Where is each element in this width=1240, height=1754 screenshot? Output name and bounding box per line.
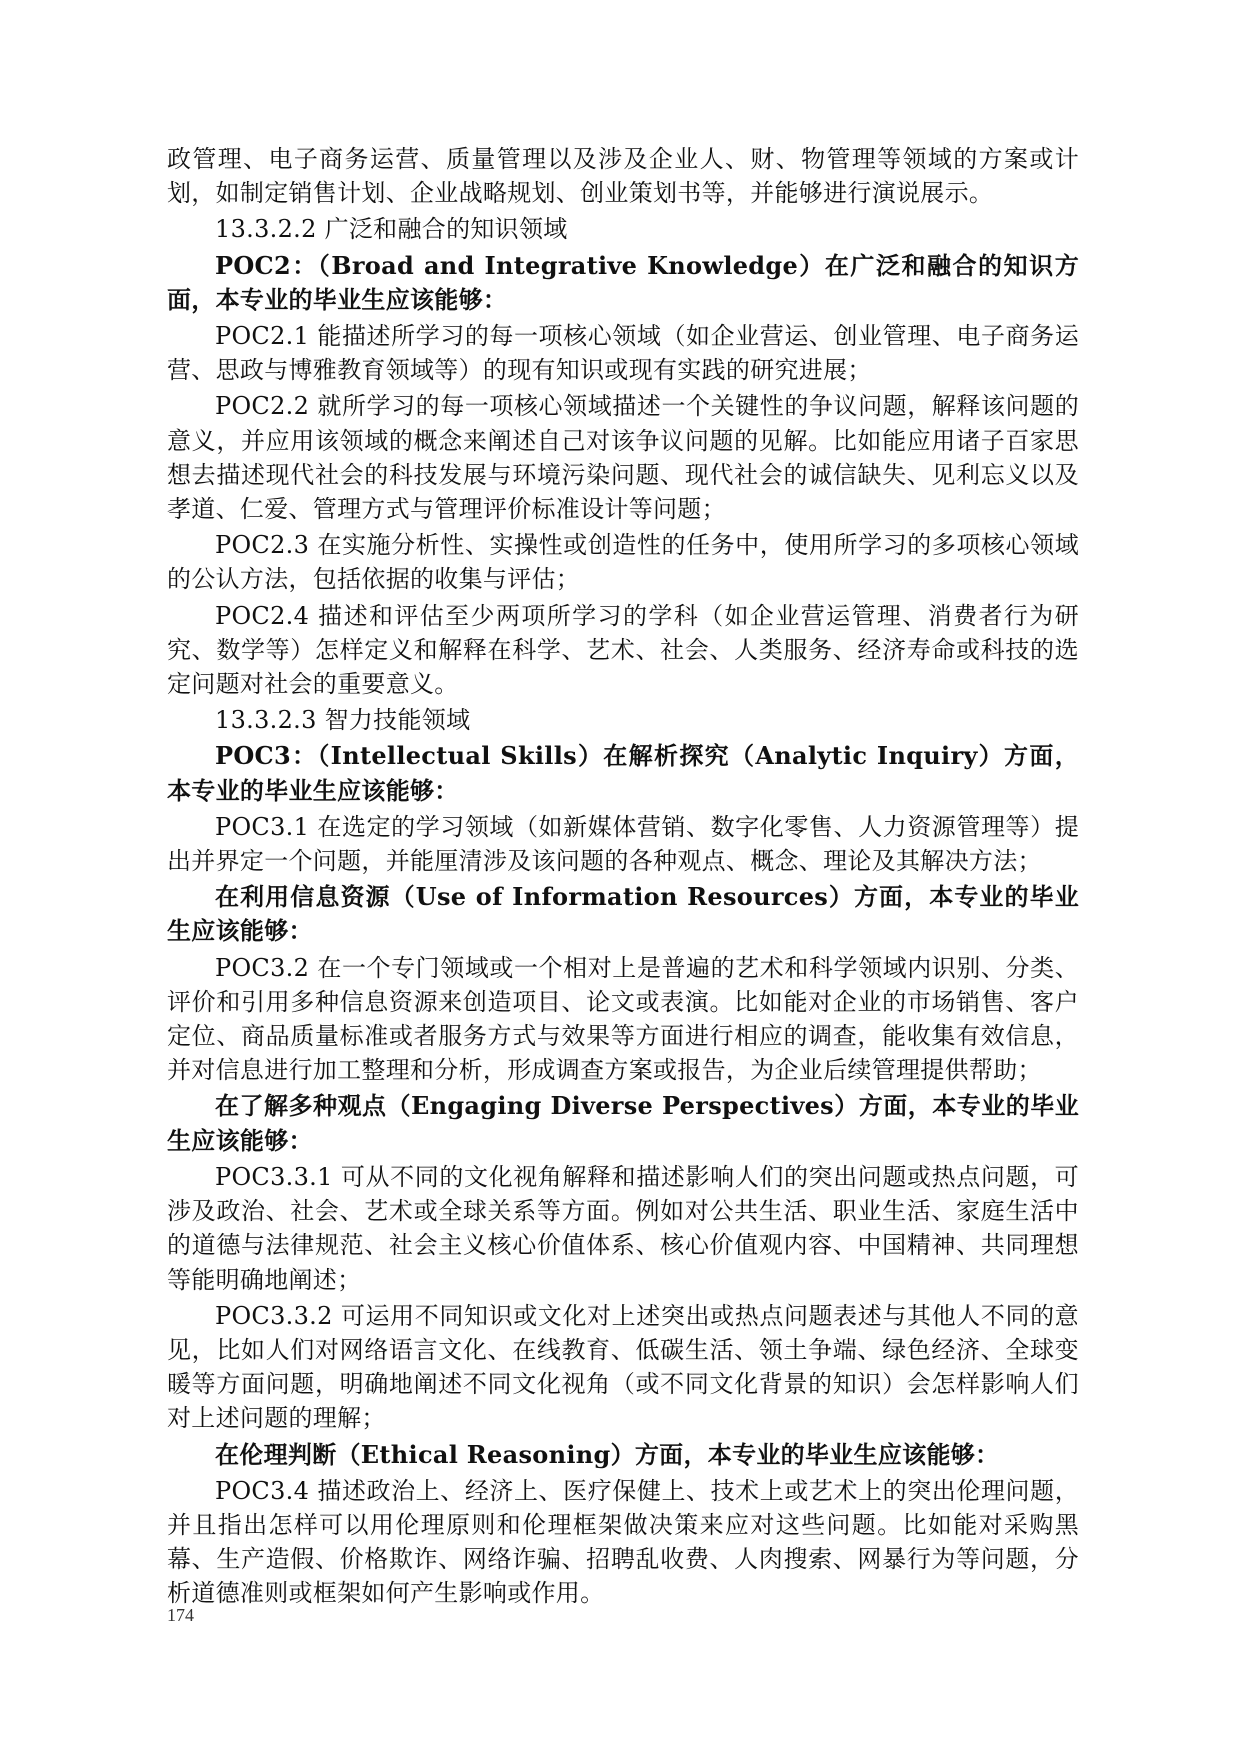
poc2-3: POC2.3 在实施分析性、实操性或创造性的任务中，使用所学习的多项核心领域的公认方法，包括依据的收集与评估； <box>167 531 1079 594</box>
poc2-4: POC2.4 描述和评估至少两项所学习的学科（如企业营运管理、消费者行为研究、数学等）怎样定义和解释在科学、艺术、社会、人类服务、经济寿命或科技的选定问题对社会的重要意义。 <box>167 601 1079 699</box>
poc3-4: POC3.4 描述政治上、经济上、医疗保健上、技术上或艺术上的突出伦理问题，并且指出怎样可以用伦理原则和伦理框架做决策来应对这些问题。比如能对采购黑幕、生产造假、价格欺诈、网络诈骗、招聘乱收费、人肉搜索、网暴行为等问题，分析道德准则或框架如何产生影响或作用。 <box>167 1476 1079 1608</box>
poc3-intro: POC3：（Intellectual Skills）在解析探究（Analytic Inquiry）方面，本专业的毕业生应该能够： <box>167 741 1079 805</box>
information-resources-heading: 在利用信息资源（Use of Information Resources）方面，本专业的毕业生应该能够： <box>167 882 1079 946</box>
poc3-3-1: POC3.3.1 可从不同的文化视角解释和描述影响人们的突出问题或热点问题，可涉及政治、社会、艺术或全球关系等方面。例如对公共生活、职业生活、家庭生活中的道德与法律规范、社会主义核心价值体系、核心价值观内容、中国精神、共同理想等能明确地阐述； <box>167 1162 1079 1294</box>
poc3-1: POC3.1 在选定的学习领域（如新媒体营销、数字化零售、人力资源管理等）提出并界定一个问题，并能厘清涉及该问题的各种观点、概念、理论及其解决方法； <box>167 812 1079 876</box>
poc2-1: POC2.1 能描述所学习的每一项核心领域（如企业营运、创业管理、电子商务运营、思政与博雅教育领域等）的现有知识或现有实践的研究进展； <box>167 322 1079 385</box>
diverse-perspectives-heading: 在了解多种观点（Engaging Diverse Perspectives）方面，本专业的毕业生应该能够： <box>167 1091 1079 1155</box>
document-body <box>167 142 1079 1611</box>
ethical-reasoning-heading: 在伦理判断（Ethical Reasoning）方面，本专业的毕业生应该能够： <box>215 1439 1000 1469</box>
section-heading-13-3-2-2: 13.3.2.2 广泛和融合的知识领域 <box>215 215 568 244</box>
poc2-intro: POC2：（Broad and Integrative Knowledge）在广泛和融合的知识方面，本专业的毕业生应该能够： <box>167 250 1079 314</box>
paragraph-continued: 政管理、电子商务运营、质量管理以及涉及企业人、财、物管理等领域的方案或计划，如制定销售计划、企业战略规划、创业策划书等，并能够进行演说展示。 <box>167 145 1079 208</box>
page-number: 174 <box>167 1605 194 1625</box>
poc3-3-2: POC3.3.2 可运用不同知识或文化对上述突出或热点问题表述与其他人不同的意见，比如人们对网络语言文化、在线教育、低碳生活、领土争端、绿色经济、全球变暖等方面问题，明确地阐述不同文化视角（或不同文化背景的知识）会怎样影响人们对上述问题的理解； <box>167 1301 1079 1433</box>
section-heading-13-3-2-3: 13.3.2.3 智力技能领域 <box>215 706 471 735</box>
poc3-2: POC3.2 在一个专门领域或一个相对上是普遍的艺术和科学领域内识别、分类、评价和引用多种信息资源来创造项目、论文或表演。比如能对企业的市场销售、客户定位、商品质量标准或者服务方式与效果等方面进行相应的调查，能收集有效信息，并对信息进行加工整理和分析，形成调查方案或报告，为企业后续管理提供帮助； <box>167 953 1079 1085</box>
poc2-2: POC2.2 就所学习的每一项核心领域描述一个关键性的争议问题，解释该问题的意义，并应用该领域的概念来阐述自己对该争议问题的见解。比如能应用诸子百家思想去描述现代社会的科技发展与环境污染问题、现代社会的诚信缺失、见利忘义以及孝道、仁爱、管理方式与管理评价标准设计等问题； <box>167 392 1079 524</box>
